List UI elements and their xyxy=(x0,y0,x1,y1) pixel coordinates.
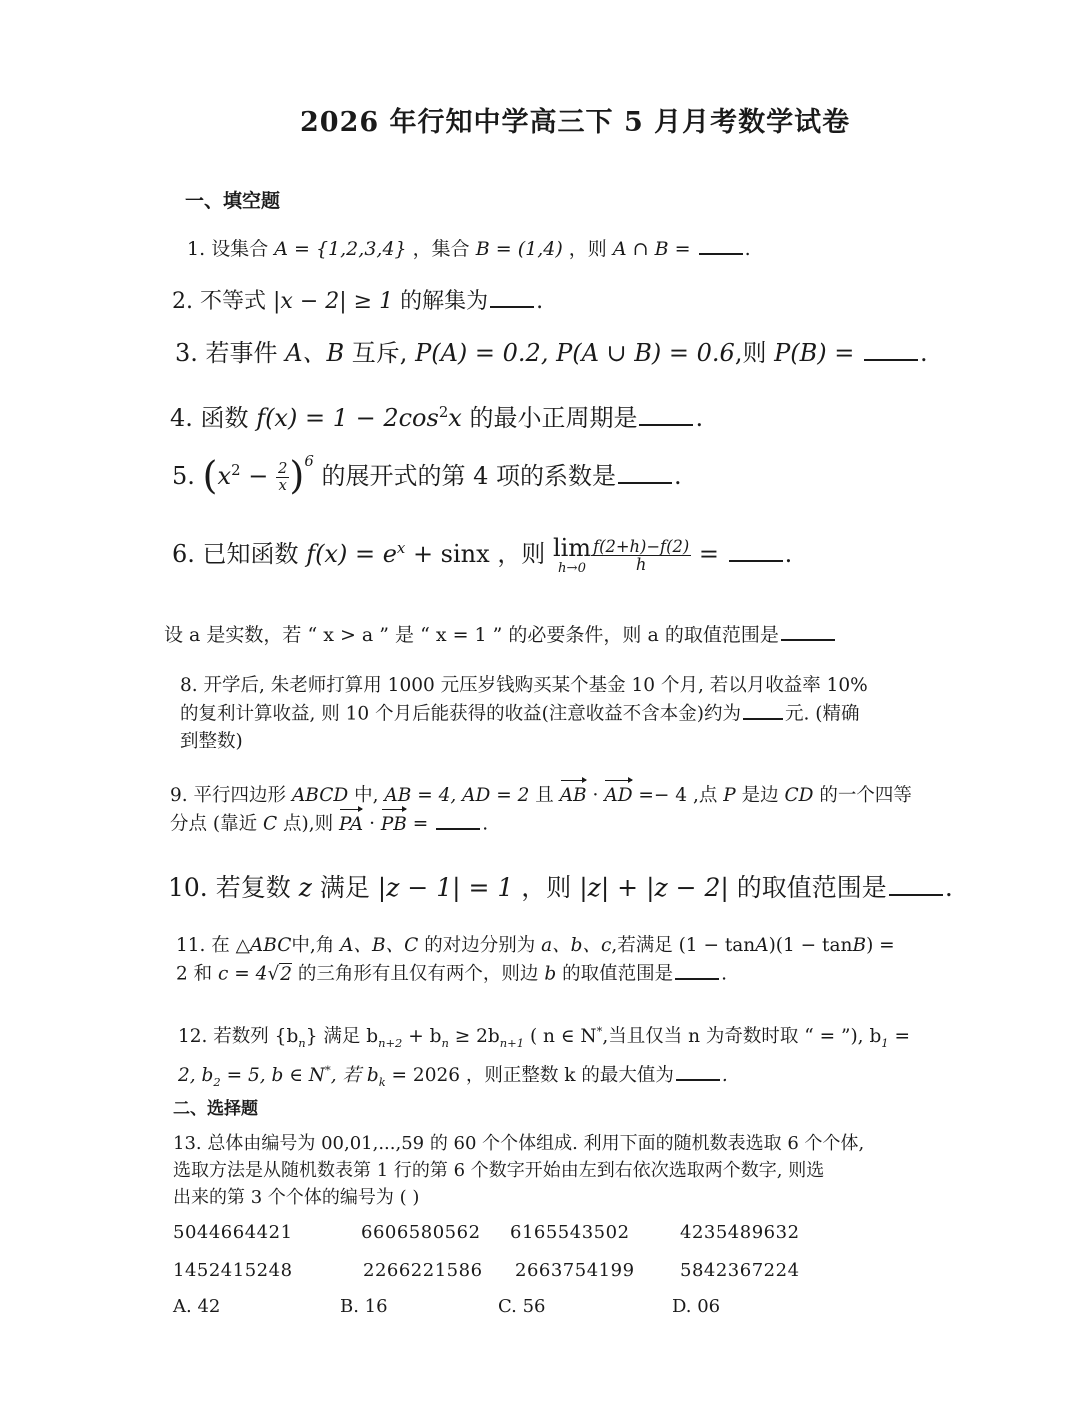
q12-line-2c: , 若 b xyxy=(330,1065,379,1086)
q13-line-2: 选取方法是从随机数表第 1 行的第 6 个数字开始由左到右依次选取两个数字, 则选 xyxy=(173,1160,825,1181)
q12-sub-n4: n+1 xyxy=(499,1035,525,1050)
table-cell: 5044664421 xyxy=(173,1222,293,1243)
q11-sqrt-sign: √ xyxy=(267,963,280,985)
q5-frac-den: x xyxy=(278,475,287,494)
q1-prefix: 设集合 xyxy=(211,238,269,260)
q8-answer-blank xyxy=(743,699,783,720)
q2-expr: |x − 2| ≥ 1 xyxy=(273,289,394,314)
question-4 xyxy=(170,398,703,433)
q5-open-paren: ( xyxy=(202,453,218,499)
q6-lim-sub: h→0 xyxy=(558,560,586,576)
q12-line-1a: 12. 若数列 {b xyxy=(178,1026,299,1048)
q9-line-1f: 的一个四等 xyxy=(819,785,912,806)
option-b[interactable]: B. 16 xyxy=(340,1296,388,1317)
q5-number: 5. xyxy=(172,461,195,490)
question-10 xyxy=(168,868,953,904)
q9-line-2 xyxy=(170,809,912,838)
q12-answer-blank xyxy=(676,1061,720,1082)
q11-b1: B xyxy=(852,935,867,956)
q12-star: * xyxy=(596,1024,603,1038)
table-cell: 2266221586 xyxy=(363,1260,483,1281)
q3-expr3: P(B) = xyxy=(774,339,855,367)
q6-eq: = xyxy=(698,540,719,568)
q3-answer-blank xyxy=(864,335,918,361)
q10-expr2: |z| + |z − 2| xyxy=(579,873,729,902)
q10-number: 10. xyxy=(168,873,208,902)
q9-line-2b: 点),则 xyxy=(283,813,334,835)
q1-number: 1. xyxy=(187,238,206,260)
q12-sub-1: 1 xyxy=(881,1035,889,1050)
q1-end: . xyxy=(744,238,751,260)
q2-answer-blank xyxy=(490,284,534,308)
q6-sup: x xyxy=(396,539,406,557)
q11-line-1b: 中,角 xyxy=(291,935,335,956)
q11-c-expr: c = 4 xyxy=(218,963,268,985)
q7-answer-blank xyxy=(781,620,835,641)
q5-minus: − xyxy=(248,461,269,490)
q12-sub-n3: n xyxy=(441,1035,449,1050)
q6-expr: f(x) = e xyxy=(306,540,397,568)
q2-prefix: 不等式 xyxy=(200,289,267,314)
q1-answer-blank xyxy=(699,234,743,255)
table-cell: 5842367224 xyxy=(680,1260,800,1281)
q11-line-1a: 11. 在 △ xyxy=(176,935,250,956)
q12-line-2d: = 2026 ，则正整数 k 的最大值为 xyxy=(391,1065,674,1086)
question-9 xyxy=(170,782,912,838)
q12-line-1 xyxy=(178,1018,910,1057)
q9-cond: AB = 4, AD = 2 xyxy=(384,785,530,806)
section-choice-heading: 二、选择题 xyxy=(173,1099,258,1119)
q9-p: P xyxy=(723,785,736,806)
q12-line-1e: ( n ∈ N xyxy=(529,1026,597,1048)
q12-line-1g: = xyxy=(894,1026,910,1048)
q8-line-2 xyxy=(180,699,868,728)
q4-sup: 2 xyxy=(438,403,449,421)
q9-vec-pb: PB xyxy=(381,811,407,838)
table-cell: 4235489632 xyxy=(680,1222,800,1243)
q11-angles: A、B、C xyxy=(340,935,419,956)
q11-answer-blank xyxy=(675,959,719,980)
q5-answer-blank xyxy=(618,458,672,484)
q9-line-2a: 分点 (靠近 xyxy=(170,813,258,835)
q1-set-a: A = {1,2,3,4} xyxy=(274,238,407,260)
q9-vec-pa: PA xyxy=(339,811,363,838)
q11-sides: a、b、c xyxy=(541,935,612,956)
q9-cd: CD xyxy=(784,785,814,806)
q7-text: 设 a 是实数，若 “ x > a ” 是 “ x = 1 ” 的必要条件，则 a 的取值范围是 xyxy=(164,624,779,646)
q3-expr1: A、B xyxy=(285,339,345,367)
q6-prefix: 已知函数 xyxy=(202,540,299,568)
q11-line-2b: 的三角形有且仅有两个，则边 xyxy=(297,963,539,985)
page-title: 2026 年行知中学高三下 5 月月考数学试卷 xyxy=(300,107,851,138)
q4-expr-x: x xyxy=(448,404,462,432)
q11-line-1 xyxy=(176,932,895,959)
q5-base: x xyxy=(217,461,232,490)
question-8 xyxy=(180,672,868,755)
q5-end: . xyxy=(674,461,682,490)
q10-text1: 满足 xyxy=(319,873,370,902)
q12-end: . xyxy=(721,1065,728,1086)
q9-line-1d: =− 4 ,点 xyxy=(638,785,718,806)
question-1 xyxy=(187,234,751,261)
q10-answer-blank xyxy=(889,869,943,896)
q5-exponent: 6 xyxy=(304,452,314,470)
q6-lim-text: lim xyxy=(552,533,592,562)
q3-end: . xyxy=(920,339,928,367)
q4-expr: f(x) = 1 − 2cos xyxy=(256,404,439,432)
q11-sqrt: 2 xyxy=(280,963,293,985)
question-6 xyxy=(172,534,792,575)
q6-number: 6. xyxy=(172,540,195,568)
q10-end: . xyxy=(944,873,953,902)
q11-line-2a: 2 和 xyxy=(176,963,213,985)
q11-a1: A xyxy=(755,935,769,956)
q9-line-1a: 9. 平行四边形 xyxy=(170,785,287,806)
q9-line-1e: 是边 xyxy=(741,785,779,806)
q8-line-1: 8. 开学后, 朱老师打算用 1000 元压岁钱购买某个基金 10 个月, 若以月收益率 10% xyxy=(180,675,868,696)
question-2 xyxy=(172,284,543,315)
q9-vec-ad: AD xyxy=(604,782,632,809)
q5-close-paren: ) xyxy=(289,453,305,499)
q10-prefix: 若复数 xyxy=(215,873,291,902)
q9-dot-1: · xyxy=(592,785,599,806)
q4-prefix: 函数 xyxy=(200,404,249,432)
q2-end: . xyxy=(536,289,544,314)
q3-text2: ,则 xyxy=(734,339,767,367)
q12-sub-2: 2 xyxy=(213,1074,221,1089)
q8-line-3: 到整数) xyxy=(180,730,243,752)
q8-line-2a: 的复利计算收益, 则 10 个月后能获得的收益(注意收益不含本金)约为 xyxy=(180,703,742,725)
q10-expr1: |z − 1| = 1 xyxy=(377,873,514,902)
q10-mid: ，则 xyxy=(521,873,572,902)
option-a[interactable]: A. 42 xyxy=(173,1296,221,1317)
q13-line-3: 出来的第 3 个个体的编号为 ( ) xyxy=(173,1187,420,1208)
q1-mid2: ，则 xyxy=(568,238,607,260)
q12-line-2a: 2, b xyxy=(178,1065,214,1086)
q9-dot-2: · xyxy=(369,813,375,835)
q4-end: . xyxy=(695,404,704,432)
question-7 xyxy=(164,620,837,647)
q12-star-2: * xyxy=(324,1062,331,1077)
q9-c: C xyxy=(263,813,278,835)
q9-answer-blank xyxy=(436,809,480,830)
question-13 xyxy=(173,1130,864,1211)
q2-number: 2. xyxy=(172,289,193,314)
q5-text: 的展开式的第 4 项的系数是 xyxy=(321,461,617,490)
q4-text: 的最小正周期是 xyxy=(469,404,638,432)
q9-line-1c: 且 xyxy=(535,785,554,806)
q11-line-1e: )(1 − tan xyxy=(768,935,853,956)
q9-vec-ab: AB xyxy=(560,782,587,809)
q11-line-2 xyxy=(176,959,895,988)
q9-line-2c: = xyxy=(412,813,429,835)
q2-text: 的解集为 xyxy=(400,289,489,314)
q6-expr2: + sinx xyxy=(412,540,490,568)
q4-answer-blank xyxy=(639,400,693,426)
q8-line-2b: 元. (精确 xyxy=(785,703,860,725)
q11-line-1c: 的对边分别为 xyxy=(424,935,536,956)
q3-expr2: P(A) = 0.2, P(A ∪ B) = 0.6 xyxy=(415,339,735,367)
q12-line-1c: + b xyxy=(408,1026,442,1048)
table-cell: 2663754199 xyxy=(515,1260,635,1281)
q11-line-2c: 的取值范围是 xyxy=(562,963,674,985)
q10-z: z xyxy=(298,873,312,902)
q1-set-b: B = (1,4) xyxy=(475,238,563,260)
q6-frac-num: f(2+h)−f(2) xyxy=(593,536,690,556)
q3-number: 3. xyxy=(175,339,198,367)
q4-number: 4. xyxy=(170,404,193,432)
q6-mid: ，则 xyxy=(497,540,546,568)
q6-end: . xyxy=(784,540,793,568)
q9-line-1 xyxy=(170,782,912,809)
q12-sub-n: n xyxy=(298,1035,306,1050)
q11-abc: ABC xyxy=(249,935,292,956)
q9-end: . xyxy=(482,813,489,835)
option-c[interactable]: C. 56 xyxy=(498,1296,546,1317)
q6-answer-blank xyxy=(729,536,783,562)
q3-text1: 互斥, xyxy=(351,339,408,367)
q1-expr: A ∩ B = xyxy=(612,238,691,260)
table-cell: 1452415248 xyxy=(173,1260,293,1281)
q12-line-2b: = 5, b ∈ N xyxy=(226,1065,325,1086)
q12-line-1b: } 满足 b xyxy=(305,1026,379,1048)
q12-line-2 xyxy=(178,1057,910,1096)
q9-abcd: ABCD xyxy=(291,785,349,806)
q12-sub-n2: n+2 xyxy=(378,1035,403,1050)
q5-base-sup: 2 xyxy=(231,460,241,479)
q11-end: . xyxy=(721,963,727,985)
question-3 xyxy=(175,333,928,368)
q5-frac-num: 2 xyxy=(277,459,288,478)
q12-line-1f: ,当且仅当 n 为奇数时取 “ = ”), b xyxy=(602,1026,882,1048)
q6-limit xyxy=(552,533,592,576)
q6-frac-den: h xyxy=(635,555,647,574)
q11-line-1d: ,若满足 (1 − tan xyxy=(611,935,756,956)
q13-line-1: 13. 总体由编号为 00,01,...,59 的 60 个个体组成. 利用下面的随机数表选取 6 个个体, xyxy=(173,1133,865,1154)
option-d[interactable]: D. 06 xyxy=(672,1296,721,1317)
q11-line-1f: ) = xyxy=(866,935,895,956)
q10-text2: 的取值范围是 xyxy=(736,873,887,902)
q12-sub-k: k xyxy=(378,1074,386,1089)
q5-fraction xyxy=(276,461,289,493)
q1-mid: ，集合 xyxy=(412,238,470,260)
q9-line-1b: 中, xyxy=(354,785,379,806)
table-cell: 6606580562 xyxy=(361,1222,481,1243)
section-fill-heading: 一、填空题 xyxy=(185,190,281,212)
question-11 xyxy=(176,932,895,988)
question-5 xyxy=(172,452,682,498)
question-12 xyxy=(178,1018,910,1096)
q6-fraction xyxy=(591,538,691,573)
q11-b: b xyxy=(544,963,557,985)
q12-line-1d: ≥ 2b xyxy=(454,1026,500,1048)
table-cell: 6165543502 xyxy=(510,1222,630,1243)
q3-prefix: 若事件 xyxy=(205,339,278,367)
